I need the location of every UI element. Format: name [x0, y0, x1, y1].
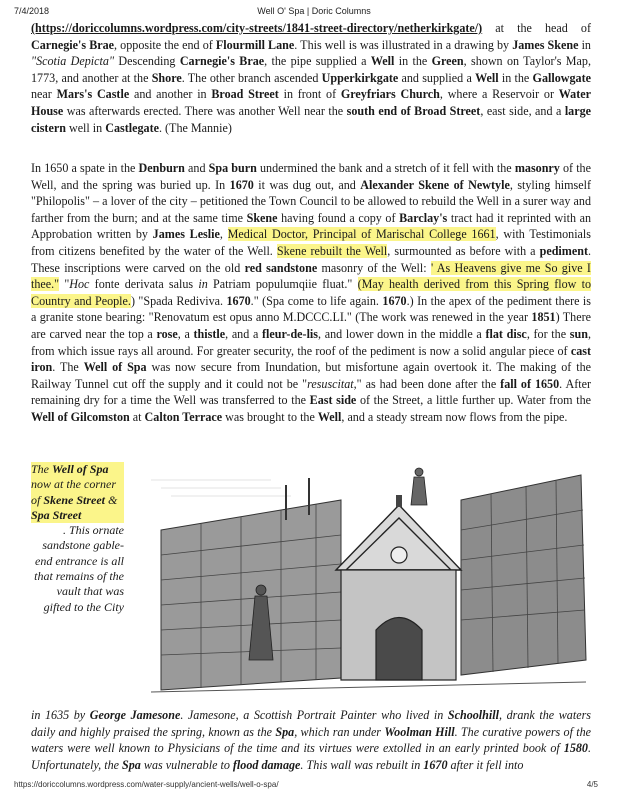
text-span: . This ornate sandstone gable-end entrance is all that remains of the vault that was gifted to the City — [34, 523, 124, 614]
text-span: ." (Spa come to life again. — [250, 293, 383, 308]
bold-term: Well — [370, 54, 395, 69]
paragraph-1 — [31, 20, 591, 136]
bold-term: Spa — [122, 757, 141, 772]
text-span: tract had it reprinted with an Approbation written by — [31, 210, 591, 242]
text-span: . The curative powers of the waters were well known to Physicians of the time and its virtues were extolled in an early printed book of — [31, 724, 592, 756]
text-span: near — [31, 87, 57, 102]
text-span: was now secure from Inundation, but misfortune again overtook it. The making of the Railway Tunnel cut off the supply and it could not be " — [31, 360, 591, 391]
text-span: and supplied a — [398, 70, 476, 85]
text-span: ) "Spada Rediviva. — [130, 293, 227, 308]
well-of-spa-illustration — [131, 460, 590, 698]
text-span: , a — [177, 326, 194, 341]
text-span: , from which issue rays all around. For greater security, the roof of the pediment is now a solid angular piece of — [31, 326, 591, 358]
bold-term: Well of Spa — [83, 360, 147, 375]
bold-term: red sandstone — [244, 260, 318, 275]
bold-term: Flourmill Lane — [215, 37, 295, 52]
text-span: . The — [52, 360, 84, 375]
bold-term: Calton Terrace — [144, 409, 223, 424]
bold-term: Carnegie's Brae — [31, 37, 115, 52]
bold-term: Carnegie's Brae — [179, 54, 265, 69]
text-span: at — [129, 409, 145, 424]
bold-term: James Skene — [512, 37, 579, 52]
text-span: . Jamesone, a Scottish Portrait Painter who lived in — [180, 708, 448, 722]
bold-term: Schoolhill — [447, 708, 499, 722]
text-span: Descending — [114, 54, 180, 69]
text-span: having found a copy of — [277, 210, 400, 225]
text-span: , surmounted as before with a — [387, 243, 540, 258]
text-span: and another in — [129, 87, 212, 102]
text-span: of the Well, and the spring was buried up. In — [31, 161, 591, 192]
text-span: , and a — [225, 326, 263, 341]
text-span: and — [184, 161, 209, 175]
paragraph-2 — [31, 160, 591, 426]
text-span: .) In the apex of the pediment there is a granite stone bearing: "Renovatum est opus anno M.DCCC.LI." (The work was renewed in the year — [31, 293, 591, 325]
bold-term: fleur-de-lis — [262, 326, 318, 341]
text-span: , shown on Taylor's Map, 1773, and another at the — [31, 54, 591, 85]
text-span: now at the corner of — [31, 477, 116, 507]
bold-term: Woolman Hill — [384, 724, 455, 739]
text-span: , and a steady stream now flows from the pipe. — [341, 409, 568, 424]
text-span: in the — [498, 70, 533, 85]
highlighted-text: ' As Heavens give me So give I thee." — [31, 260, 591, 292]
bold-term: James Leslie — [152, 227, 220, 242]
bold-term: flat disc — [485, 326, 527, 341]
footer-url[interactable]: https://doriccolumns.wordpress.com/water-supply/ancient-wells/well-o-spa/ — [14, 780, 279, 789]
bold-term: Denburn — [138, 161, 185, 175]
text-span: The — [31, 462, 52, 476]
pediment-finial — [396, 495, 402, 507]
text-span: after it fell into — [447, 757, 524, 772]
text-span: , opposite the end of — [114, 37, 216, 52]
text-span: was vulnerable to — [140, 757, 233, 772]
text-span: in front of — [278, 87, 341, 102]
italic-term: in — [198, 277, 208, 292]
bold-term: 1670 — [423, 757, 448, 772]
text-span: , which ran under — [294, 724, 385, 739]
caption-highlight — [31, 462, 124, 523]
bold-term: Gallowgate — [532, 70, 591, 85]
text-span: , — [219, 227, 228, 242]
page-title: Well O' Spa | Doric Columns — [257, 6, 371, 16]
bold-term: George Jamesone — [89, 708, 181, 722]
bold-term: south end of Broad Street — [346, 103, 481, 118]
text-span: of the Street, a little further up. Water from the — [356, 393, 591, 408]
text-span: . This well is was illustrated in a drawing by — [294, 37, 513, 52]
page-number: 4/5 — [586, 780, 598, 789]
figure-caption — [31, 462, 124, 615]
bold-term: Spa burn — [208, 161, 257, 175]
bold-term: pediment — [539, 243, 588, 258]
text-span: , drank the waters daily and highly praised the spring, known as the — [31, 708, 591, 739]
text-span: . Unfortunately, the — [31, 741, 591, 772]
text-span: . (The Mannie) — [158, 120, 232, 135]
text-span: Patriam populumqiie fluat." — [207, 277, 358, 292]
text-span: fonte derivata salus — [89, 277, 199, 292]
text-span: in — [578, 37, 591, 52]
text-span: , for the — [526, 326, 570, 341]
bold-term: Well — [475, 70, 499, 85]
bold-term: Green — [431, 54, 464, 69]
bold-term: Upperkirkgate — [321, 70, 399, 85]
source-link[interactable]: (https://doriccolumns.wordpress.com/city-streets/1841-street-directory/netherkirkgate/) — [31, 21, 483, 35]
bold-term: fall of 1650 — [500, 376, 560, 391]
text-span: & — [105, 492, 118, 507]
text-span: was afterwards erected. There was another Well near the — [63, 103, 347, 118]
italic-term: Hoc — [69, 277, 90, 292]
print-date: 7/4/2018 — [14, 6, 50, 16]
text-span: , where a Reservoir or — [439, 87, 559, 102]
text-span: ," as had been done after the — [353, 376, 501, 391]
bold-term: 1670 — [229, 177, 254, 192]
bold-term: Castlegate — [105, 120, 159, 135]
bold-term: masonry — [514, 161, 560, 175]
text-span: , the pipe supplied a — [264, 54, 371, 69]
highlighted-text: Medical Doctor, Principal of Marischal College 1661 — [227, 227, 496, 242]
bold-term: Greyfriars Church — [340, 87, 440, 102]
bold-term: Well — [317, 409, 342, 424]
text-span: . This wall was rebuilt in — [300, 757, 424, 772]
bold-term: cast iron — [31, 343, 591, 375]
text-span: , styling himself "Philopolis" – a lover of the city – petitioned the Town Council to be allowed to rebuild the Well in a surer way and farther from the burn; and at the same time — [31, 177, 591, 225]
bold-term: 1580 — [563, 741, 588, 756]
text-span: at the head of — [482, 21, 591, 35]
bold-term: Broad Street — [211, 87, 279, 102]
text-span: , and lower down in the middle a — [318, 326, 486, 341]
italic-term: "Scotia Depicta" — [31, 54, 115, 69]
bold-term: sun — [569, 326, 588, 341]
bold-term: 1670 — [226, 293, 251, 308]
bold-term: large cistern — [31, 103, 592, 135]
bold-term: flood damage — [232, 757, 301, 772]
bold-term: Well of Gilcomston — [31, 409, 130, 424]
text-span: , with Testimonials from citizens benefited by the water of the Well. — [31, 227, 591, 258]
text-span: . These inscriptions were carved on the old — [31, 243, 592, 275]
text-span: well in — [65, 120, 106, 135]
bold-term: Spa Street — [31, 507, 82, 522]
bold-term: 1851 — [531, 310, 556, 325]
print-header — [0, 3, 628, 17]
paragraph-3 — [31, 707, 591, 773]
bold-term: Alexander Skene of Newtyle — [360, 177, 510, 192]
text-span: was brought to the — [222, 409, 318, 424]
right-wall — [461, 475, 586, 675]
bold-term: East side — [309, 393, 357, 408]
text-span: in 1635 by — [31, 708, 90, 722]
text-span: undermined the bank and a stretch of it fell with the — [256, 161, 515, 175]
bold-term: Shore — [151, 70, 182, 85]
bold-term: Mars's Castle — [56, 87, 130, 102]
italic-term: resuscitat — [307, 376, 354, 391]
text-span: it was dug out, and — [253, 177, 361, 192]
bold-term: Barclay's — [399, 210, 448, 225]
text-span: . After remaining dry for a time the Well was transferred to the — [31, 376, 591, 408]
highlighted-text: Skene rebuilt the Well — [276, 243, 388, 258]
text-span: " — [59, 277, 70, 292]
bold-term: Skene — [246, 210, 278, 225]
text-span: ) There are carved near the top a — [31, 310, 591, 341]
bold-term: thistle — [193, 326, 226, 341]
bold-term: Skene Street — [43, 492, 106, 507]
text-span: , east side, and a — [480, 103, 565, 118]
left-wall — [161, 500, 341, 690]
bold-term: rose — [156, 326, 178, 341]
text-span: In 1650 a spate in the — [31, 161, 139, 175]
bold-term: 1670 — [382, 293, 407, 308]
text-span: masonry of the Well: — [317, 260, 431, 275]
text-span: . The other branch ascended — [181, 70, 322, 85]
print-footer — [0, 778, 628, 790]
bold-term: Water House — [31, 87, 591, 118]
bold-term: Spa — [275, 724, 295, 739]
highlighted-text: (May health derived from this Spring flow to Country and People. — [31, 277, 591, 308]
bold-term: Well of Spa — [52, 462, 109, 476]
text-span: in the — [394, 54, 432, 69]
